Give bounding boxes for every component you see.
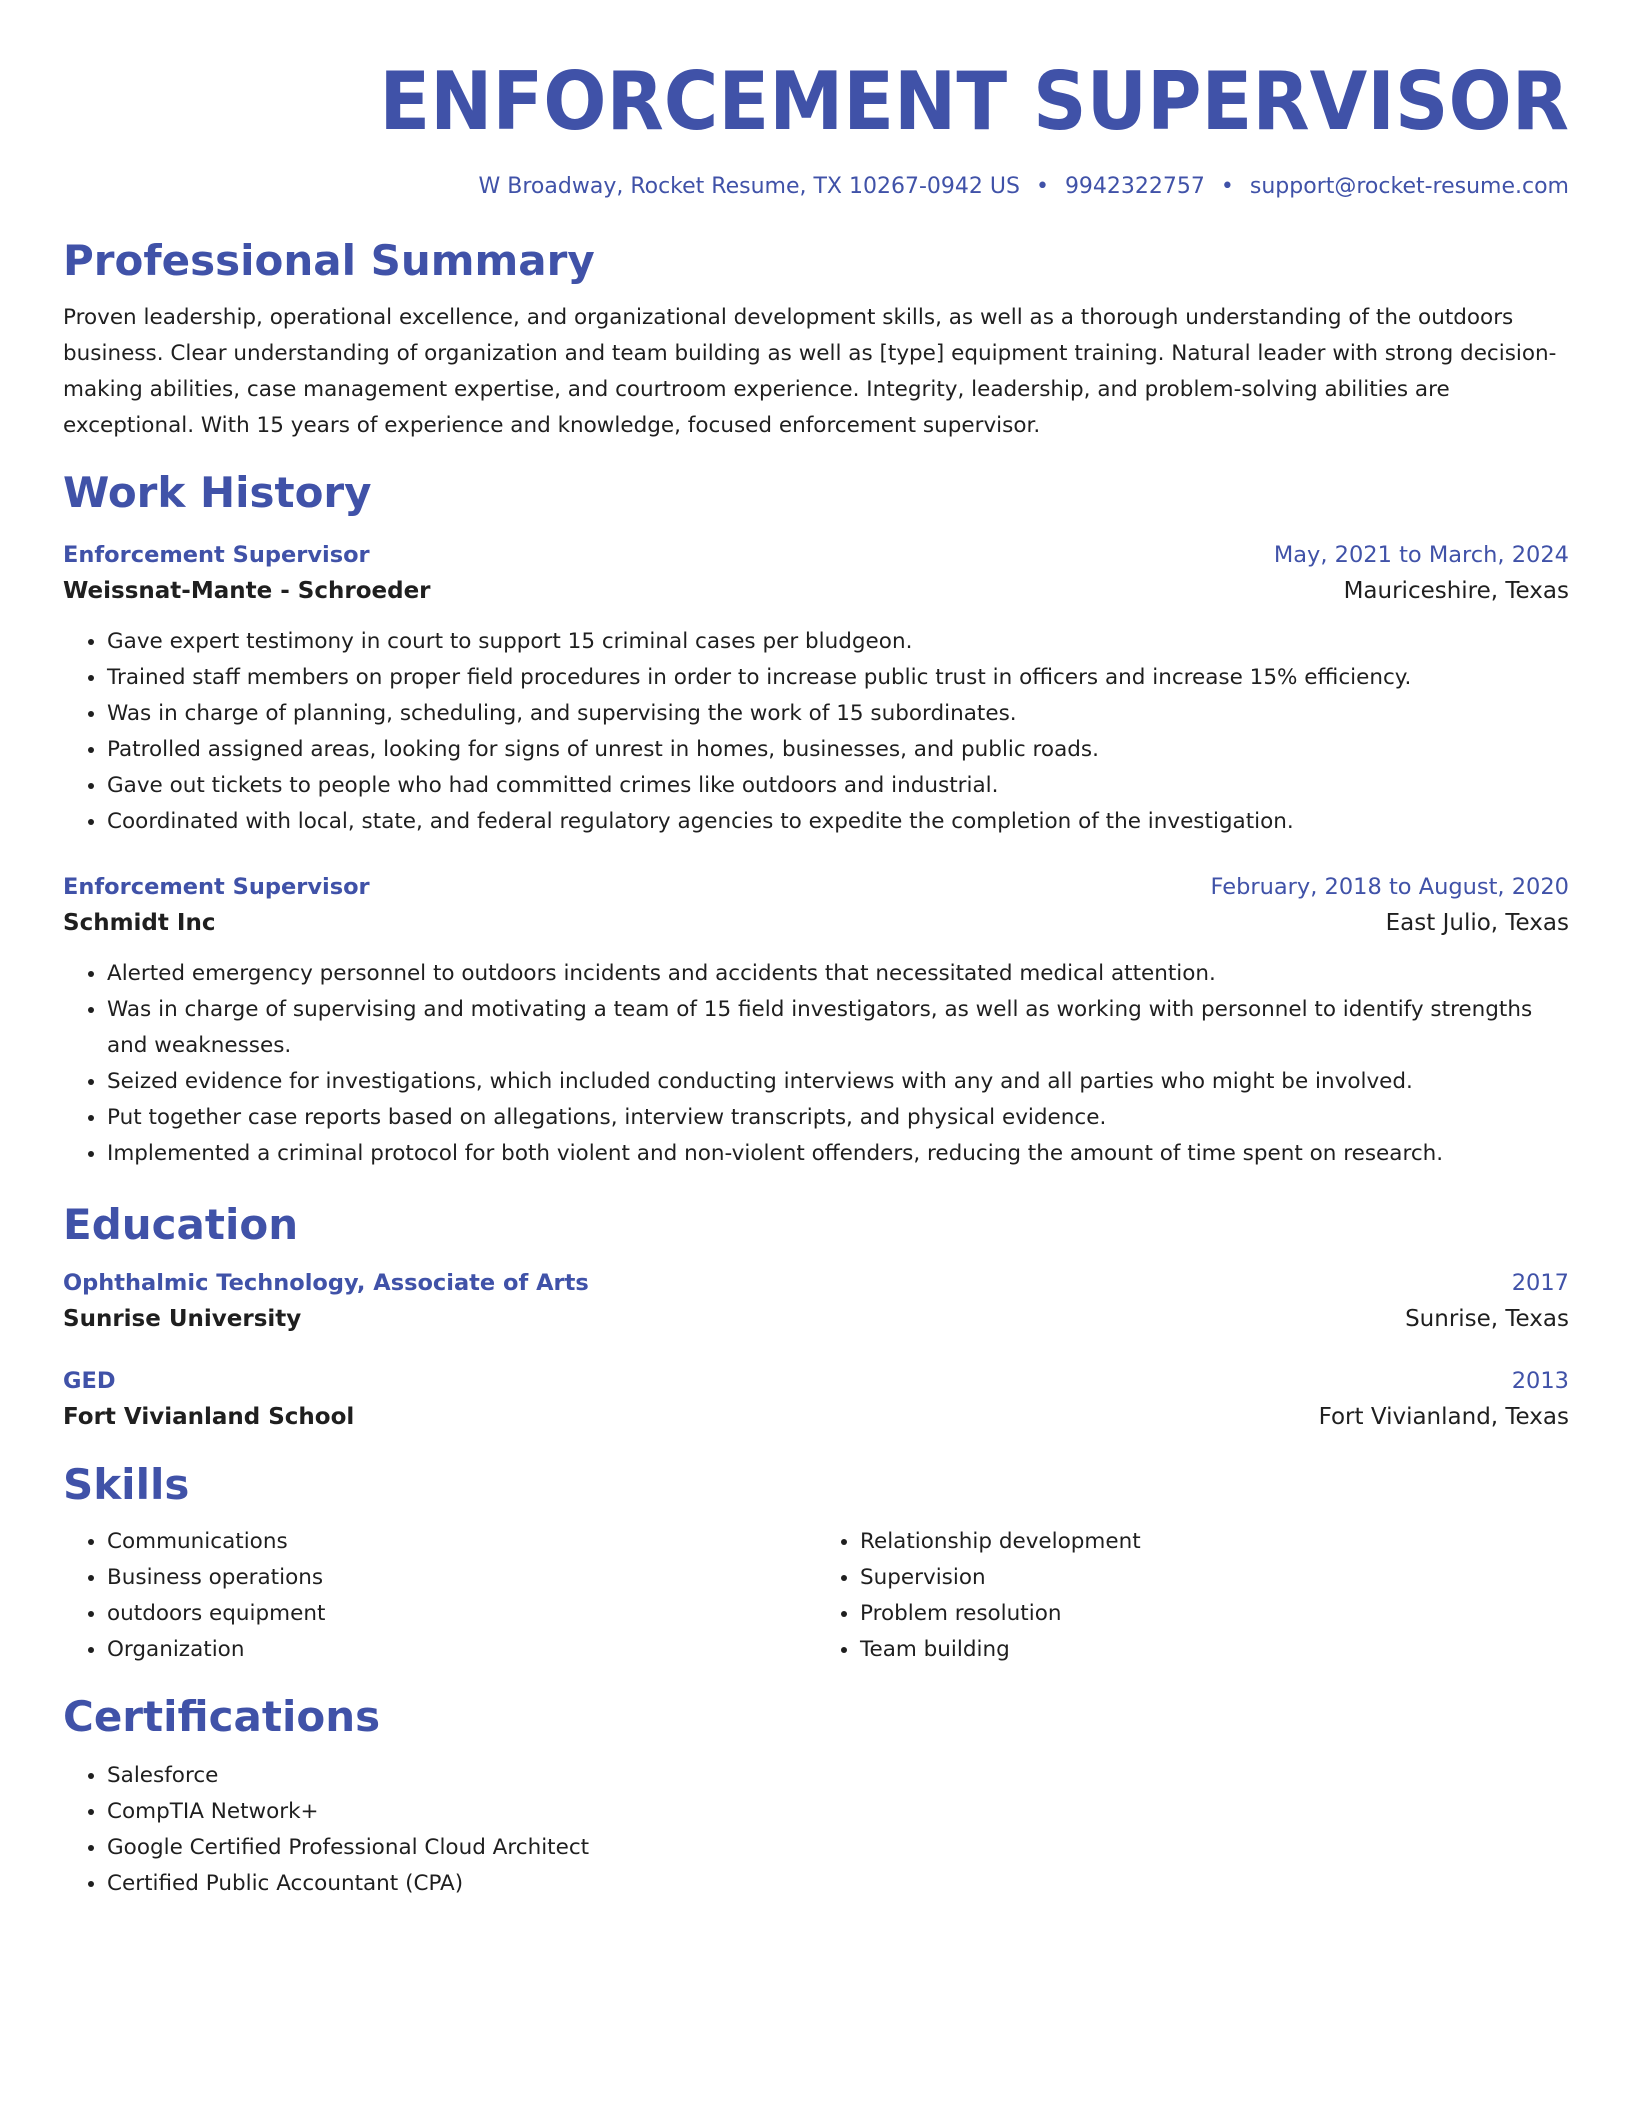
job-location: East Julio, Texas xyxy=(1385,910,1569,936)
job-bullet: • Gave out tickets to people who had committed crimes like outdoors and industrial. xyxy=(107,768,1569,804)
job-entry xyxy=(63,538,1569,840)
job-company: Schmidt Inc xyxy=(63,910,216,936)
skill-item: • Communications xyxy=(107,1524,816,1560)
job-dates: February, 2018 to August, 2020 xyxy=(1210,874,1569,900)
education-year: 2017 xyxy=(1511,1270,1569,1296)
job-title: Enforcement Supervisor xyxy=(63,542,370,568)
certification-item: • CompTIA Network+ xyxy=(107,1794,1569,1830)
contact-line xyxy=(63,172,1569,202)
job-bullet: • Was in charge of supervising and motivating a team of 15 field investigators, as well as working with personnel to identify strengths and weaknesses. xyxy=(107,992,1569,1064)
education-school: Fort Vivianland School xyxy=(63,1404,355,1430)
skill-item: • outdoors equipment xyxy=(107,1596,816,1632)
job-title: Enforcement Supervisor xyxy=(63,874,370,900)
section-title-summary: Professional Summary xyxy=(63,236,595,285)
section-title-certifications: Certifications xyxy=(63,1692,381,1741)
contact-separator: • xyxy=(1220,174,1234,199)
skill-item: • Organization xyxy=(107,1632,816,1668)
job-bullet: • Alerted emergency personnel to outdoors incidents and accidents that necessitated medical attention. xyxy=(107,956,1569,992)
section-title-skills: Skills xyxy=(63,1460,190,1509)
job-company: Weissnat-Mante - Schroeder xyxy=(63,578,431,604)
skill-item: • Problem resolution xyxy=(860,1596,1569,1632)
education-location: Fort Vivianland, Texas xyxy=(1318,1404,1569,1430)
skills-column-right xyxy=(816,1524,1569,1668)
skills-list xyxy=(63,1524,1569,1668)
job-bullets xyxy=(63,956,1569,1172)
certification-item: • Google Certified Professional Cloud Architect xyxy=(107,1830,1569,1866)
contact-email: support@rocket-resume.com xyxy=(1249,174,1569,199)
job-bullets xyxy=(63,624,1569,840)
candidate-name: ENFORCEMENT SUPERVISOR xyxy=(379,55,1569,148)
contact-address: W Broadway, Rocket Resume, TX 10267-0942 US xyxy=(478,174,1020,199)
education-entry xyxy=(63,1364,1569,1436)
job-bullet: • Patrolled assigned areas, looking for signs of unrest in homes, businesses, and public roads. xyxy=(107,732,1569,768)
job-location: Mauriceshire, Texas xyxy=(1343,578,1569,604)
skills-column-left xyxy=(63,1524,816,1668)
skill-item: • Supervision xyxy=(860,1560,1569,1596)
contact-phone: 9942322757 xyxy=(1064,174,1205,199)
job-entry xyxy=(63,870,1569,1172)
job-bullet: • Coordinated with local, state, and federal regulatory agencies to expedite the completion of the investigation. xyxy=(107,804,1569,840)
certification-item: • Salesforce xyxy=(107,1758,1569,1794)
job-bullet: • Gave expert testimony in court to support 15 criminal cases per bludgeon. xyxy=(107,624,1569,660)
section-title-education: Education xyxy=(63,1200,299,1249)
certification-item: • Certified Public Accountant (CPA) xyxy=(107,1866,1569,1902)
job-bullet: • Put together case reports based on allegations, interview transcripts, and physical evidence. xyxy=(107,1100,1569,1136)
education-degree: GED xyxy=(63,1368,116,1394)
job-bullet: • Implemented a criminal protocol for both violent and non-violent offenders, reducing the amount of time spent on research. xyxy=(107,1136,1569,1172)
summary-text: Proven leadership, operational excellence, and organizational development skills, as well as a thorough understanding of the outdoors business. Clear understanding of organization and team building as well as [type] equipment training. Natural leader with strong decision-making abilities, case management expertise, and courtroom experience. Integrity, leadership, and problem-solving abilities are exceptional. With 15 years of experience and knowledge, focused enforcement supervisor. xyxy=(63,305,1557,438)
skill-item: • Business operations xyxy=(107,1560,816,1596)
job-bullet: • Was in charge of planning, scheduling, and supervising the work of 15 subordinates. xyxy=(107,696,1569,732)
education-year: 2013 xyxy=(1511,1368,1569,1394)
education-entry xyxy=(63,1266,1569,1338)
job-dates: May, 2021 to March, 2024 xyxy=(1273,542,1569,568)
certifications-list xyxy=(63,1758,1569,1902)
job-bullet: • Seized evidence for investigations, which included conducting interviews with any and all parties who might be involved. xyxy=(107,1064,1569,1100)
section-title-work-history: Work History xyxy=(63,468,372,517)
job-bullet: • Trained staff members on proper field procedures in order to increase public trust in officers and increase 15% efficiency. xyxy=(107,660,1569,696)
education-school: Sunrise University xyxy=(63,1306,302,1332)
skill-item: • Relationship development xyxy=(860,1524,1569,1560)
skill-item: • Team building xyxy=(860,1632,1569,1668)
contact-separator: • xyxy=(1035,174,1049,199)
education-degree: Ophthalmic Technology, Associate of Arts xyxy=(63,1270,589,1296)
education-location: Sunrise, Texas xyxy=(1405,1306,1569,1332)
